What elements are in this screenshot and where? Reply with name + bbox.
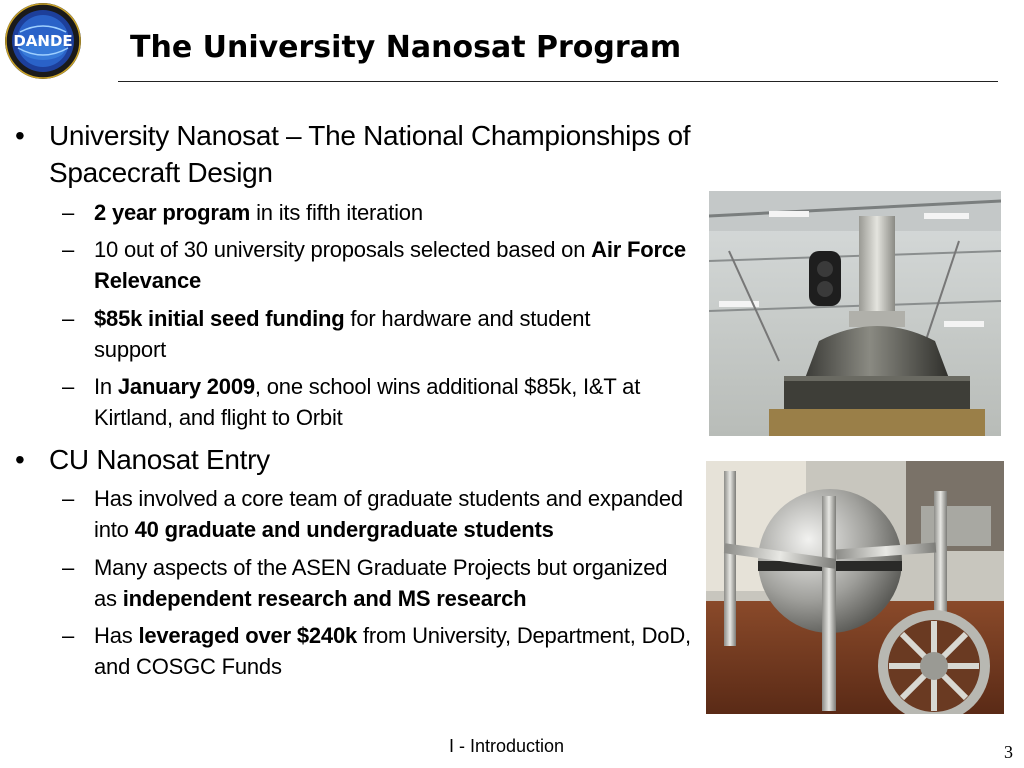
bold-text: Air Force Relevance: [94, 237, 686, 293]
sub-text: for hardware and student support: [94, 306, 591, 362]
sub-marker: –: [62, 623, 75, 648]
page-number: 3: [1004, 742, 1013, 762]
sub-text: 10 out of 30 university proposals selected based on: [94, 237, 592, 262]
bold-text: leveraged over $240k: [138, 623, 358, 648]
bullet-text: University Nanosat – The National Championships of Spacecraft Design: [49, 120, 691, 188]
sub-text: In: [94, 374, 118, 399]
nanosat-sphere-photo: [706, 461, 1004, 714]
bold-text: 40 graduate and undergraduate students: [134, 517, 554, 542]
sub-marker: –: [62, 306, 75, 331]
bold-text: independent research and MS research: [122, 586, 527, 611]
sub-marker: –: [62, 555, 75, 580]
sub-marker: –: [62, 200, 75, 225]
bullet-marker: •: [15, 120, 25, 151]
sub-text: Has involved a core team of graduate students and expanded into: [94, 486, 683, 542]
sub-marker: –: [62, 237, 75, 262]
bold-text: 2 year program: [94, 200, 251, 225]
sub-marker: –: [62, 486, 75, 511]
sub-bullet: [62, 303, 654, 365]
sub-marker: –: [62, 374, 75, 399]
sub-bullet: [62, 371, 694, 433]
slide-title: The University Nanosat Program: [130, 30, 682, 65]
logo-text: DANDE: [13, 32, 73, 50]
sub-bullet: [62, 197, 694, 228]
sub-text: Many aspects of the ASEN Graduate Projects but organized as: [94, 555, 668, 611]
bullet-marker: •: [15, 444, 25, 475]
sub-text: from University, Department, DoD, and COSGC Funds: [94, 623, 691, 679]
bold-text: January 2009: [117, 374, 255, 399]
sub-bullet: [62, 483, 704, 545]
sub-bullet: [62, 552, 684, 614]
bullet-text: CU Nanosat Entry: [49, 444, 270, 475]
sub-bullet: [62, 234, 694, 296]
sub-text: Has: [94, 623, 139, 648]
satellite-integration-photo: [709, 191, 1001, 436]
sub-text: , one school wins additional $85k, I&T at Kirtland, and flight to Orbit: [94, 374, 641, 430]
sub-text: in its fifth iteration: [250, 200, 423, 225]
sub-bullet: [62, 620, 694, 682]
footer-section-label: I - Introduction: [449, 736, 565, 756]
bullet-university-nanosat: [15, 117, 729, 191]
bullet-cu-nanosat: [15, 441, 649, 478]
bold-text: $85k initial seed funding: [94, 306, 345, 331]
